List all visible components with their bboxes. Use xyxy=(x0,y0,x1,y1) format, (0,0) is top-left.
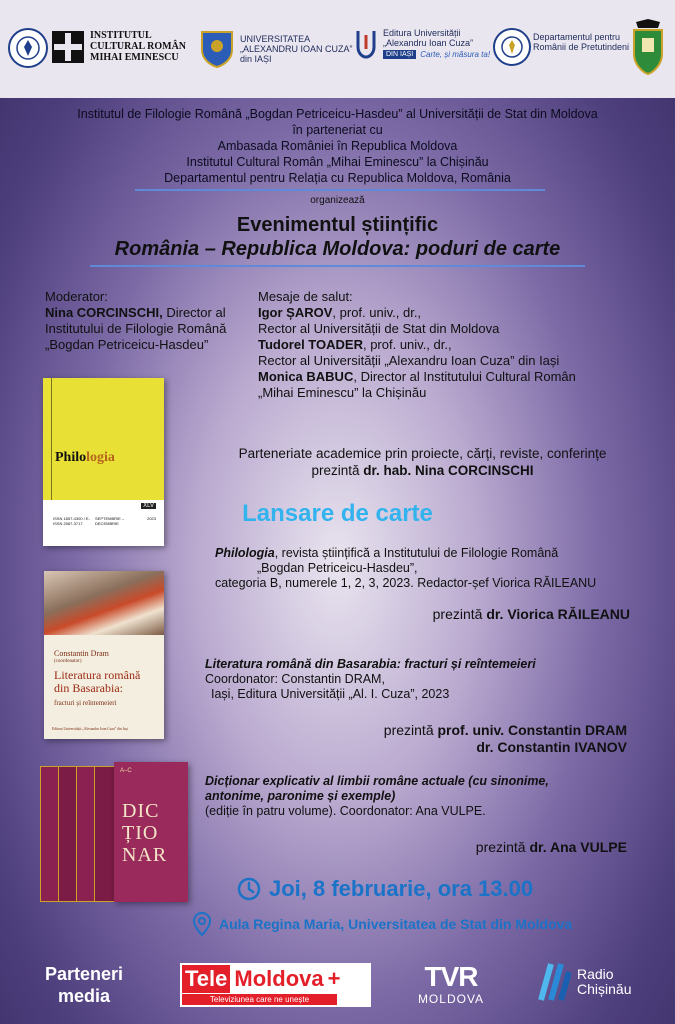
uaic-crest-icon xyxy=(200,30,234,68)
partnerships-line1: Parteneriate academice prin proiecte, cărți, reviste, conferințe xyxy=(238,446,607,461)
greeting-2-title: , prof. univ., dr., xyxy=(362,337,452,352)
event-date-text: Joi, 8 februarie, ora 13.00 xyxy=(269,876,534,901)
launch-item-2-presenter-prefix: prezintă xyxy=(383,722,438,738)
moderator-role: Director al xyxy=(162,305,226,320)
literatura-cover-subtitle: fracturi și reîntemeieri xyxy=(54,699,117,707)
dictionary-spine-3 xyxy=(76,766,96,902)
icr-cross-icon xyxy=(52,31,84,63)
moderator-block xyxy=(45,289,260,353)
launch-item-1-title: Philologia xyxy=(215,546,275,560)
launch-item-3-presenter: dr. Ana VULPE xyxy=(529,839,627,855)
moderator-label: Moderator: xyxy=(45,289,108,304)
greeting-3-role2: „Mihai Eminescu” la Chișinău xyxy=(258,385,427,400)
editura-badge: DIN IAȘI xyxy=(383,50,416,59)
launch-item-2-line1: Coordonator: Constantin DRAM, xyxy=(205,672,385,686)
media-partners-line1: Parteneri xyxy=(45,964,124,984)
dictionary-cover-vol: A–C xyxy=(120,768,132,774)
radio-logo-line2: Chișinău xyxy=(577,981,632,997)
greeting-2-role: Rector al Universității „Alexandru Ioan Cuza” din Iași xyxy=(258,353,560,368)
greetings-label: Mesaje de salut: xyxy=(258,289,353,304)
organizer-line-2: în parteneriat cu xyxy=(292,123,383,137)
event-title-line2: România – Republica Moldova: poduri de carte xyxy=(114,238,561,260)
greeting-1-role: Rector al Universității de Stat din Moldova xyxy=(258,321,500,336)
organizer-line-5: Departamentul pentru Relația cu Republica Moldova, România xyxy=(164,171,511,185)
divider-top xyxy=(135,189,545,191)
launch-heading: Lansare de carte xyxy=(242,500,433,527)
moderator-name: Nina CORCINSCHI, xyxy=(45,305,163,320)
launch-item-1-presenter: dr. Viorica RĂILEANU xyxy=(486,606,630,622)
tele-moldova-word2: Moldova xyxy=(234,966,324,991)
launch-item-2-presenter: prof. univ. Constantin DRAM xyxy=(437,722,627,738)
uaic-logo xyxy=(200,30,353,68)
launch-item-3-title: Dicționar explicativ al limbii române actuale (cu sinonime, xyxy=(205,774,549,788)
launch-item-dictionary xyxy=(205,774,665,819)
launch-item-philologia xyxy=(215,546,660,591)
organizeaza-label: organizează xyxy=(310,195,365,206)
literatura-cover-author: Constantin Dram xyxy=(54,649,109,658)
radio-waves-icon xyxy=(535,960,571,1004)
radio-chisinau-logo xyxy=(535,960,631,1004)
editura-logo xyxy=(355,28,490,59)
event-datetime xyxy=(237,876,533,902)
literatura-cover-title: Literatura română din Basarabia: xyxy=(54,668,141,695)
greeting-3-role: , Director al Institutului Cultural Român xyxy=(353,369,576,384)
launch-item-2-title: Literatura română din Basarabia: fracturi și reîntemeieri xyxy=(205,657,536,671)
literatura-cover-coord: (coordonator) xyxy=(54,659,82,664)
radio-logo-line1: Radio xyxy=(577,966,614,982)
greeting-1-title: , prof. univ., dr., xyxy=(332,305,422,320)
philologia-cover-year: 2023 xyxy=(147,516,156,521)
icr-logo-line3: MIHAI EMINESCU xyxy=(90,52,179,63)
greeting-3-name: Monica BABUC xyxy=(258,369,354,384)
launch-item-3-title2: antonime, paronime și exemple) xyxy=(205,789,396,803)
dprp-logo-line1: Departamentul pentru xyxy=(533,32,621,42)
launch-item-3-line1: (ediție în patru volume). Coordonator: Ana VULPE. xyxy=(205,804,486,818)
uaic-logo-line3: din IAȘI xyxy=(240,54,272,64)
launch-item-3-presenter-prefix: prezintă xyxy=(475,839,530,855)
philologia-cover-meta-left: ISSN 1857-4300 / E-ISSN 2587-3717 xyxy=(53,516,90,526)
launch-item-3-presenter-line xyxy=(300,839,627,855)
dictionary-spine-1 xyxy=(40,766,60,902)
dprp-logo xyxy=(533,32,629,52)
partnerships-presenter-prefix: prezintă xyxy=(311,463,364,478)
location-pin-icon xyxy=(193,912,211,936)
literatura-cover xyxy=(44,571,164,739)
editura-logo-line1: Editura Universității xyxy=(383,28,461,38)
moderator-line3: „Bogdan Petriceicu-Hasdeu” xyxy=(45,337,209,352)
greeting-2-name: Tudorel TOADER xyxy=(258,337,363,352)
launch-item-2-presenter-line xyxy=(280,722,627,756)
tvr-logo-sub: MOLDOVA xyxy=(417,992,485,1006)
dictionary-cover-row2: ȚIO xyxy=(122,822,159,844)
greetings-block xyxy=(258,289,668,401)
dictionary-spine-4 xyxy=(94,766,116,902)
uaic-logo-line2: „ALEXANDRU IOAN CUZA” xyxy=(240,44,353,54)
event-location-text: Aula Regina Maria, Universitatea de Stat din Moldova xyxy=(219,916,573,932)
organizer-line-3: Ambasada României în Republica Moldova xyxy=(217,139,458,153)
literatura-cover-art xyxy=(44,571,164,635)
moderator-line2: Institutului de Filologie Română xyxy=(45,321,227,336)
event-title-line1: Evenimentul științific xyxy=(236,214,439,236)
uaic-logo-line1: UNIVERSITATEA xyxy=(240,34,311,44)
tele-moldova-word1: Tele xyxy=(182,965,230,993)
philologia-cover-title-b: logia xyxy=(86,450,115,465)
dictionary-spine-2 xyxy=(58,766,78,902)
icr-logo-line2: CULTURAL ROMÂN xyxy=(90,41,187,52)
partnerships-block xyxy=(170,445,675,479)
dprp-logo-line2: Românii de Pretutindeni xyxy=(533,42,630,52)
greeting-1-name: Igor ȘAROV xyxy=(258,305,333,320)
editura-tagline: Carte, și măsura ta! xyxy=(420,50,491,59)
icr-logo-line1: INSTITUTUL xyxy=(90,30,152,41)
icr-logo xyxy=(52,30,186,63)
literatura-cover-publisher: Editura Universității „Alexandru Ioan Cuza” din Iași xyxy=(52,727,128,731)
institute-seal-icon xyxy=(8,28,48,68)
romania-gov-seal-icon xyxy=(493,28,531,66)
event-location xyxy=(193,912,572,936)
dictionary-cover-row1: DIC xyxy=(122,800,160,822)
dictionary-cover xyxy=(114,762,188,902)
clock-icon xyxy=(237,877,261,901)
media-partners-line2: media xyxy=(58,986,111,1006)
editura-u-icon xyxy=(355,29,377,59)
launch-item-2-presenter2: dr. Constantin IVANOV xyxy=(476,739,627,755)
partnerships-presenter: dr. hab. Nina CORCINSCHI xyxy=(363,463,534,478)
philologia-cover-issue: XLV xyxy=(143,503,154,509)
launch-item-literatura xyxy=(205,657,665,702)
launch-item-1-line2: „Bogdan Petriceicu-Hasdeu”, xyxy=(257,561,418,575)
tele-moldova-plus: + xyxy=(327,966,341,991)
tele-moldova-slogan: Televiziunea care ne unește xyxy=(182,994,337,1005)
tele-moldova-logo xyxy=(180,963,371,1007)
organizer-line-4: Institutul Cultural Român „Mihai Eminescu” la Chișinău xyxy=(186,155,489,169)
tvr-moldova-logo xyxy=(415,962,487,1006)
tvr-logo-text: TVR xyxy=(424,961,478,992)
philologia-cover-title-a: Philo xyxy=(55,450,87,465)
organizer-line-1: Institutul de Filologie Română „Bogdan Petriceicu-Hasdeu” al Universității de Stat din Moldova xyxy=(77,107,598,121)
editura-logo-line2: „Alexandru Ioan Cuza” xyxy=(383,38,474,48)
organizers-block xyxy=(0,106,675,186)
dictionary-volumes xyxy=(40,762,190,904)
launch-item-2-line2: Iași, Editura Universității „Al. I. Cuza”, 2023 xyxy=(211,687,450,701)
philologia-cover-meta-right: SEPTEMBRIE – DECEMBRIE xyxy=(95,516,125,526)
launch-item-1-line3: categoria B, numerele 1, 2, 3, 2023. Redactor-șef Viorica RĂILEANU xyxy=(215,576,597,590)
media-partners-label xyxy=(45,963,123,1007)
launch-item-1-presenter-line xyxy=(300,606,630,622)
institute-crest-icon xyxy=(630,18,666,78)
divider-bottom xyxy=(90,265,585,267)
launch-item-1-line1: , revista științifică a Institutului de Filologie Română xyxy=(274,546,559,560)
launch-item-1-presenter-prefix: prezintă xyxy=(432,606,487,622)
dictionary-cover-row3: NAR xyxy=(122,844,168,866)
